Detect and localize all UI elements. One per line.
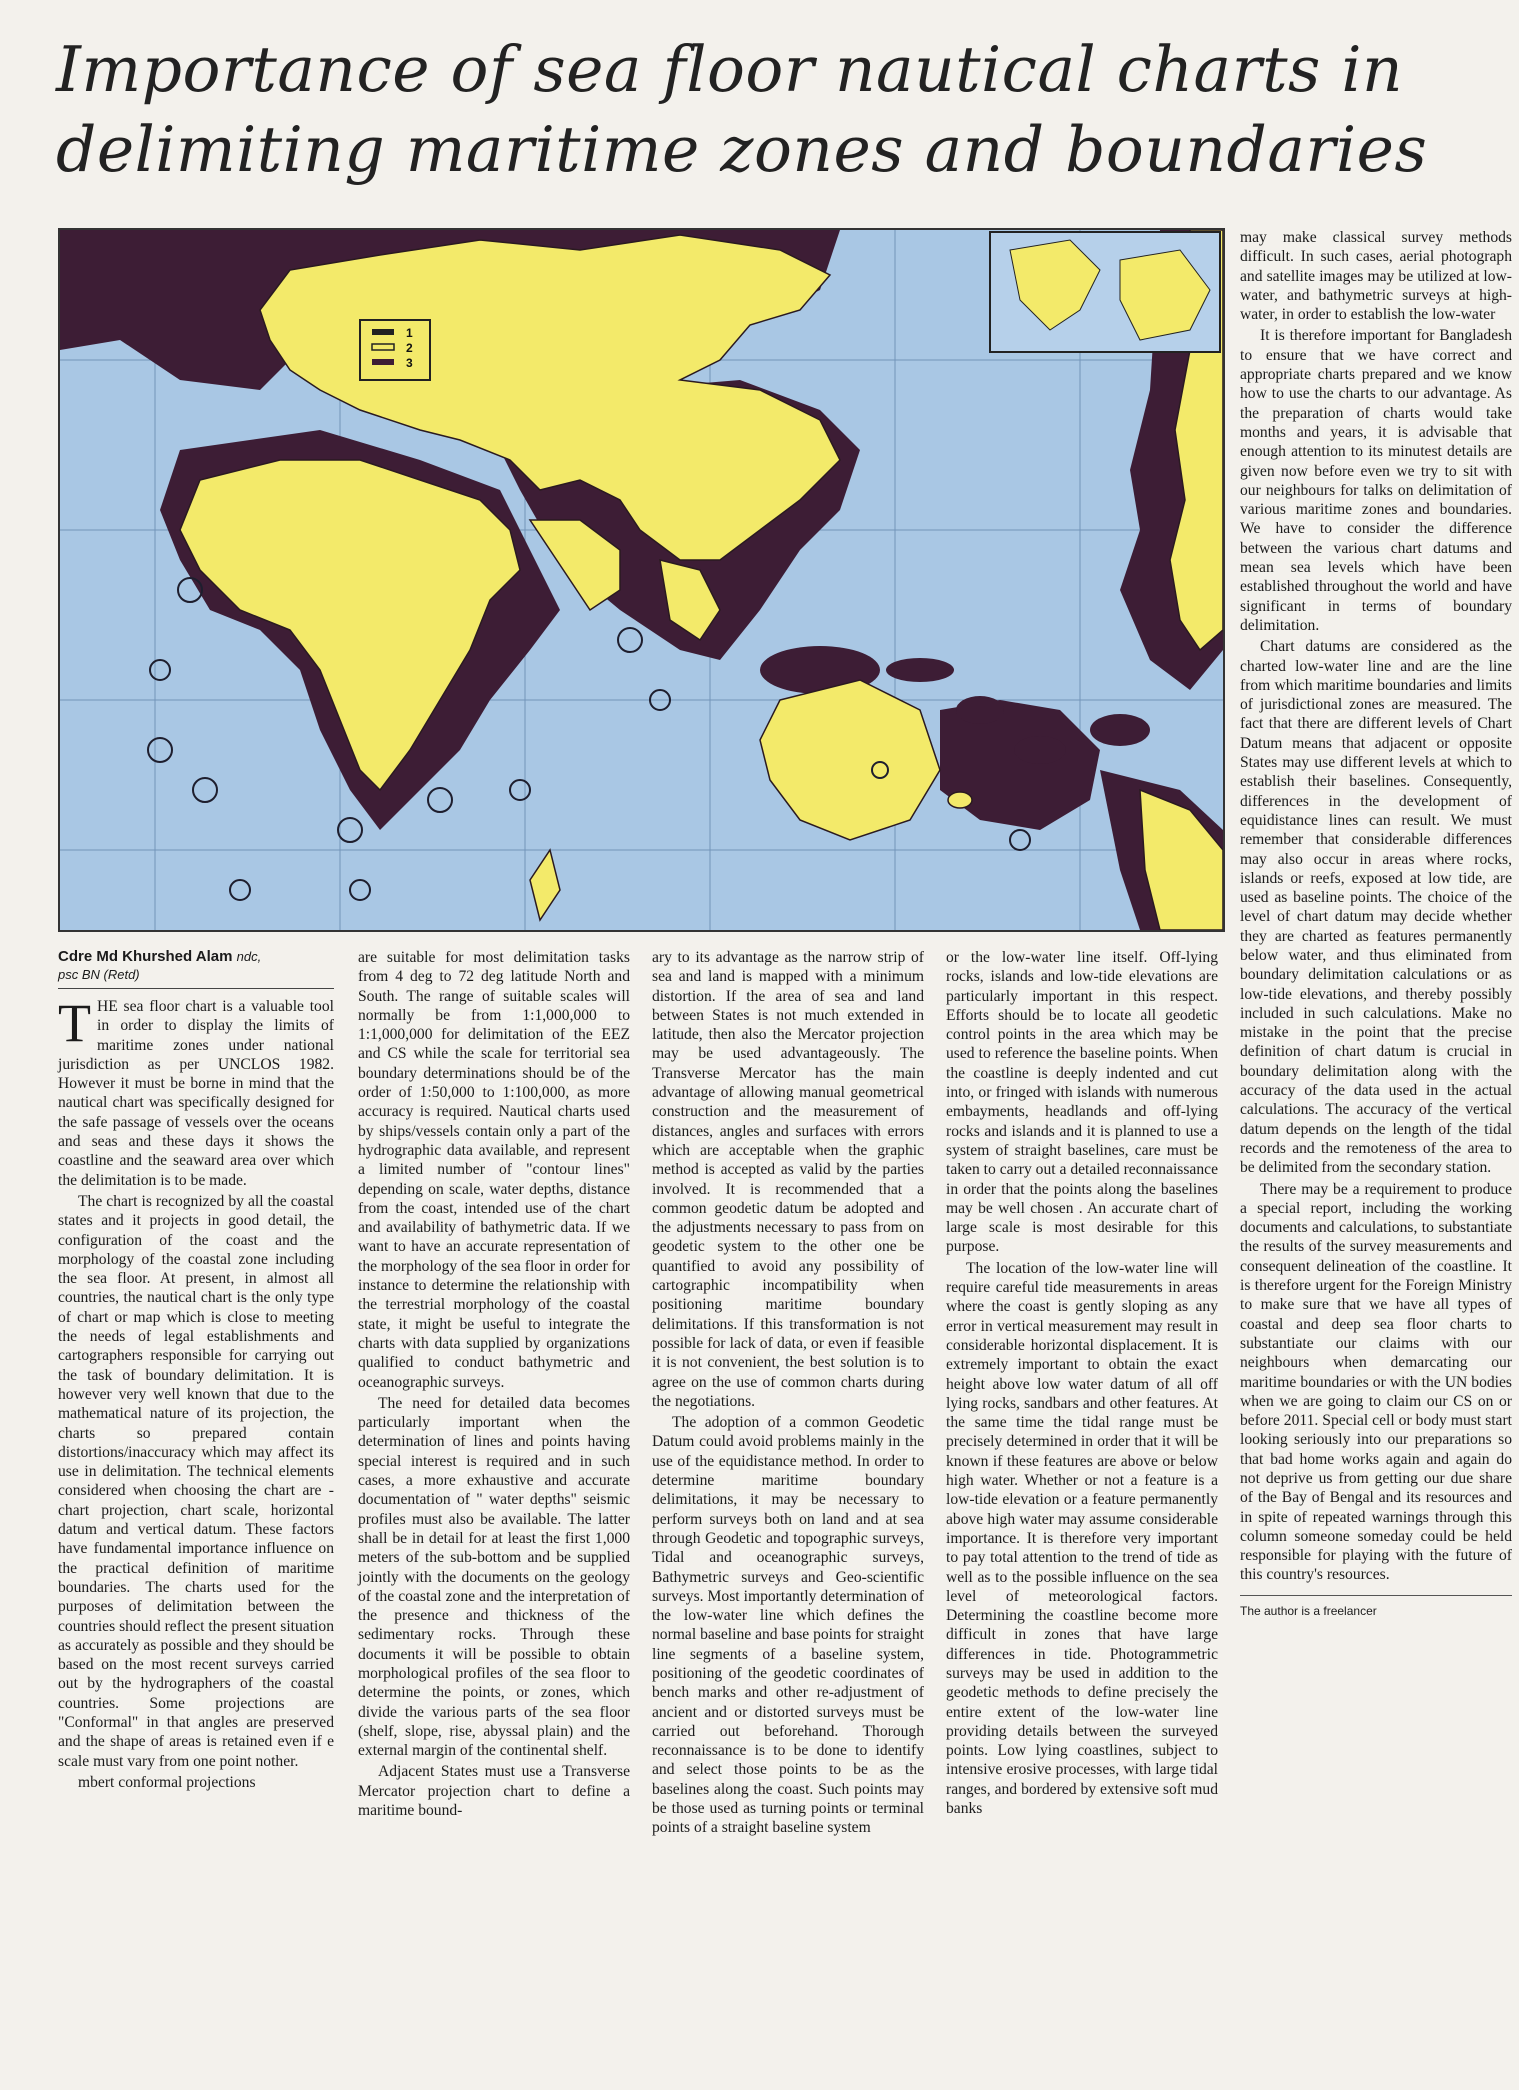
paragraph <box>58 993 334 1190</box>
paragraph: are suitable for most delimitation tasks from 4 deg to 72 deg latitude North and South. The range of suitable scales will normally be from 1:1,000,000 to 1:1,000,000 for delimitation of the EEZ and CS while the scale for territorial sea boundary determinations should be of the order of 1:50,000 to 1:100,000, as more accuracy is required. Nautical charts used by ships/vessels contain only a part of the hydrographic data available, and represent a limited number of "contour lines" depending on scale, water depths, distance from the coast, intended use of the chart and availability of bathymetric data. If we want to have an accurate representation of the morphology of the sea floor in order for instance to determine the relationship with the terrestrial morphology of the coastal state, it might be useful to integrate the charts with data supplied by organizations qualified to conduct bathymetric and oceanographic surveys. <box>358 949 630 1391</box>
article-column-3 <box>652 948 924 1840</box>
paragraph: ary to its advantage as the narrow strip of sea and land is mapped with a minimum distortion. If the area of sea and land between States is not much extended in latitude, then also the Mercator projection may be used advantageously. The Transverse Mercator has the main advantage of allowing manual geometrical construction and the measurement of distances, angles and surfaces with errors which are acceptable when the graphic method is accepted as valid by the parties involved. It is recommended that a common geodetic datum be adopted and the adjustments necessary to pass from on geodetic system to the other one be quantified to avoid any possibility of cartographic incompatibility when positioning maritime boundary delimitations. If this transformation is not possible for lack of data, or even if feasible it is not convenient, the best solution is to agree on the use of common charts during the negotiations. <box>652 949 924 1410</box>
paragraph: or the low-water line itself. Off-lying rocks, islands and low-tide elevations are particularly important in this respect. Efforts should be to locate all geodetic control points in the area which may be used to reference the baseline points. When the coastline is deeply indented and cut into, or fringed with islands with numerous embayments, headlands and off-lying rocks and islands and it is planned to use a system of straight baselines, care must be taken to carry out a detailed reconnaissance in order that the points along the baselines may be well chosen . An accurate chart of large scale is most desirable for this purpose. <box>946 949 1218 1256</box>
legend-label-1: 1 <box>406 326 413 340</box>
drop-cap: T <box>58 993 91 1053</box>
headline-line-1: Importance of sea floor nautical charts in <box>56 33 1404 106</box>
paragraph: It is therefore important for Bangladesh to ensure that we have correct and appropriate charts prepared and we know how to use the charts to our advantage. As the preparation of charts would take months and years, it is advisable that enough attention to its minutest details are given now before even we try to sit with our neighbours for talks on delimitation of various maritime zones and boundaries. We have to consider the difference between the various chart datums and mean sea levels which have been established throughout the world and have significant in terms of boundary delimitation. <box>1240 327 1512 634</box>
article-column-2 <box>358 948 630 1822</box>
author-suffix: ndc, <box>236 949 262 964</box>
article-headline <box>56 30 1486 190</box>
headline-line-2: delimiting maritime zones and boundaries <box>56 113 1428 186</box>
paragraph: The adoption of a common Geodetic Datum could avoid problems mainly in the use of the equidistance method. In order to determine maritime boundary delimitations, it may be necessary to perform surveys both on land and at sea through Geodetic and topographic surveys, Tidal and oceanographic surveys, Bathymetric surveys and Geo-scientific surveys. Most importantly determination of the low-water line which defines the normal baseline and base points for straight line segments of a baseline system, positioning of the geodetic coordinates of bench marks and other re-adjustment of ancient and or distorted surveys must be carried out beforehand. Thorough reconnaissance is to be done to identify and select those points to be as the baselines along the coast. Such points may be those used as turning points or terminal points of a straight baseline system <box>652 1414 924 1837</box>
paragraph: Adjacent States must use a Transverse Mercator projection chart to define a maritime bound- <box>358 1763 630 1820</box>
world-sea-floor-map <box>58 228 1225 932</box>
paragraph: The need for detailed data becomes particularly important when the determination of lines and points having special interest is required and in such cases, a more exhaustive and accurate documentation of " water depths" seismic profiles must also be available. The latter shall be in detail for at least the first 1,000 meters of the sub-bottom and be supplied jointly with the documents on the geology of the coastal zone and the interpretation of the presence and thickness of the sedimentary rocks. Through these documents it will be possible to obtain morphological profiles of the sea floor to determine the points, or zones, which divide the various parts of the sea floor (shelf, slope, rise, abyssal plain) and the external margin of the continental shelf. <box>358 1394 630 1760</box>
article-column-4 <box>946 948 1218 1820</box>
author-note: The author is a freelancer <box>1240 1595 1512 1621</box>
article-column-1 <box>58 948 334 1794</box>
map-legend <box>360 320 430 380</box>
byline <box>58 948 334 984</box>
legend-label-2: 2 <box>406 341 413 355</box>
author-name: Cdre Md Khurshed Alam <box>58 948 233 965</box>
paragraph: The location of the low-water line will require careful tide measurements in areas where the coast is gently sloping as any error in vertical measurement may result in considerable horizontal displacement. It is extremely important to obtain the exact height above low water datum of all off lying rocks, sandbars and other features. At the same time the tidal range must be precisely determined in order that it will be known if these features are above or below high water. Whether or not a feature is a low-tide elevation or a feature permanently above high water may assume considerable importance. It is therefore very important to pay total attention to the trend of tide as well as to the possible influence on the sea level of meteorological factors. Determining the coastline become more difficult in zones that have large differences in tide. Photogrammetric surveys may be used in addition to the geodetic methods to define precisely the entire extent of the low-water line providing details between the surveyed points. Low lying coastlines, subject to intensive erosive processes, with large tidal ranges, and bordered by extensive soft mud banks <box>946 1259 1218 1818</box>
byline-divider <box>58 988 334 989</box>
inset-map <box>990 232 1220 352</box>
paragraph: mbert conformal projections <box>78 1773 256 1791</box>
paragraph-text: HE sea floor chart is a valuable tool in order to display the limits of maritime zones under national jurisdiction as per UNCLOS 1982. However it must be borne in mind that the nautical chart was specifically designed for the safe passage of vessels over the oceans and seas and these days it shows the coastline and the seaward area over which the delimitation is to be made. <box>58 998 334 1189</box>
paragraph: may make classical survey methods difficult. In such cases, aerial photograph and satellite images may be utilized at low-water, and bathymetric surveys at high-water, in order to establish the low-water <box>1240 229 1512 324</box>
article-column-5 <box>1240 228 1512 1621</box>
legend-label-3: 3 <box>406 356 413 370</box>
paragraph: There may be a requirement to produce a special report, including the working documents and calculations, to substantiate the results of the survey measurements and consequent delineation of the coastline. It is therefore urgent for the Foreign Ministry to make sure that we have all types of coastal and deep sea floor charts to substantiate our claims with our neighbours when demarcating our maritime boundaries or with the UN bodies when we are going to claim our CS on or before 2011. Special cell or body must start looking seriously into our preparations so that bad home works again and again do not deprive us from getting our due share of the Bay of Bengal and its resources and in spite of repeated warnings through this column someone someday could be held responsible for playing with the future of this country's resources. <box>1240 1180 1512 1584</box>
author-rank: psc BN (Retd) <box>58 967 140 982</box>
map-graphic <box>60 230 1223 930</box>
paragraph: Chart datums are considered as the charted low-water line and are the line from which maritime boundaries and limits of jurisdictional zones are measured. The fact that there are different levels of Chart Datum means that adjacent or opposite States may use different levels at which to establish their baselines. Consequently, differences in the development of equidistance lines can result. We must remember that considerable differences may also occur in areas where rocks, islands or reefs, exposed at low tide, are used as baseline points. The choice of the level of chart datum may decide whether they are charted as features permanently below water, and thus eliminated from boundary delimitation calculations or as low-tide elevations, and thereby possibly included in such calculations. Make no mistake in the point that the precise definition of chart datum is crucial in boundary delimitation along with the accuracy of the data used in the actual calculations. The accuracy of the vertical datum depends on the length of the tidal records and the remoteness of the area to be delimited from the secondary station. <box>1240 638 1512 1177</box>
paragraph: The chart is recognized by all the coastal states and it projects in good detail, the configuration of the coast and the morphology of the coastal zone including the sea floor. At present, in almost all countries, the nautical chart is the only type of chart or map which is close to meeting the needs of legal establishments and cartographers responsible for carrying out the task of boundary delimitation. It is however very well known that due to the mathematical nature of its projection, the charts so prepared contain distortions/inaccuracy which may affect its use in delimitation. The technical elements considered when choosing the chart are -chart projection, chart scale, horizontal datum and vertical datum. These factors have fundamental importance influence on the practical definition of maritime boundaries. The charts used for the purposes of delimitation between the countries should reflect the present situation as accurately as possible and they should be based on the most recent surveys carried out by the hydrographers of the coastal countries. Some projections are "Conformal" in that angles are preserved and the shape of areas is retained even if e scale must vary from one point nother. <box>58 1192 334 1770</box>
